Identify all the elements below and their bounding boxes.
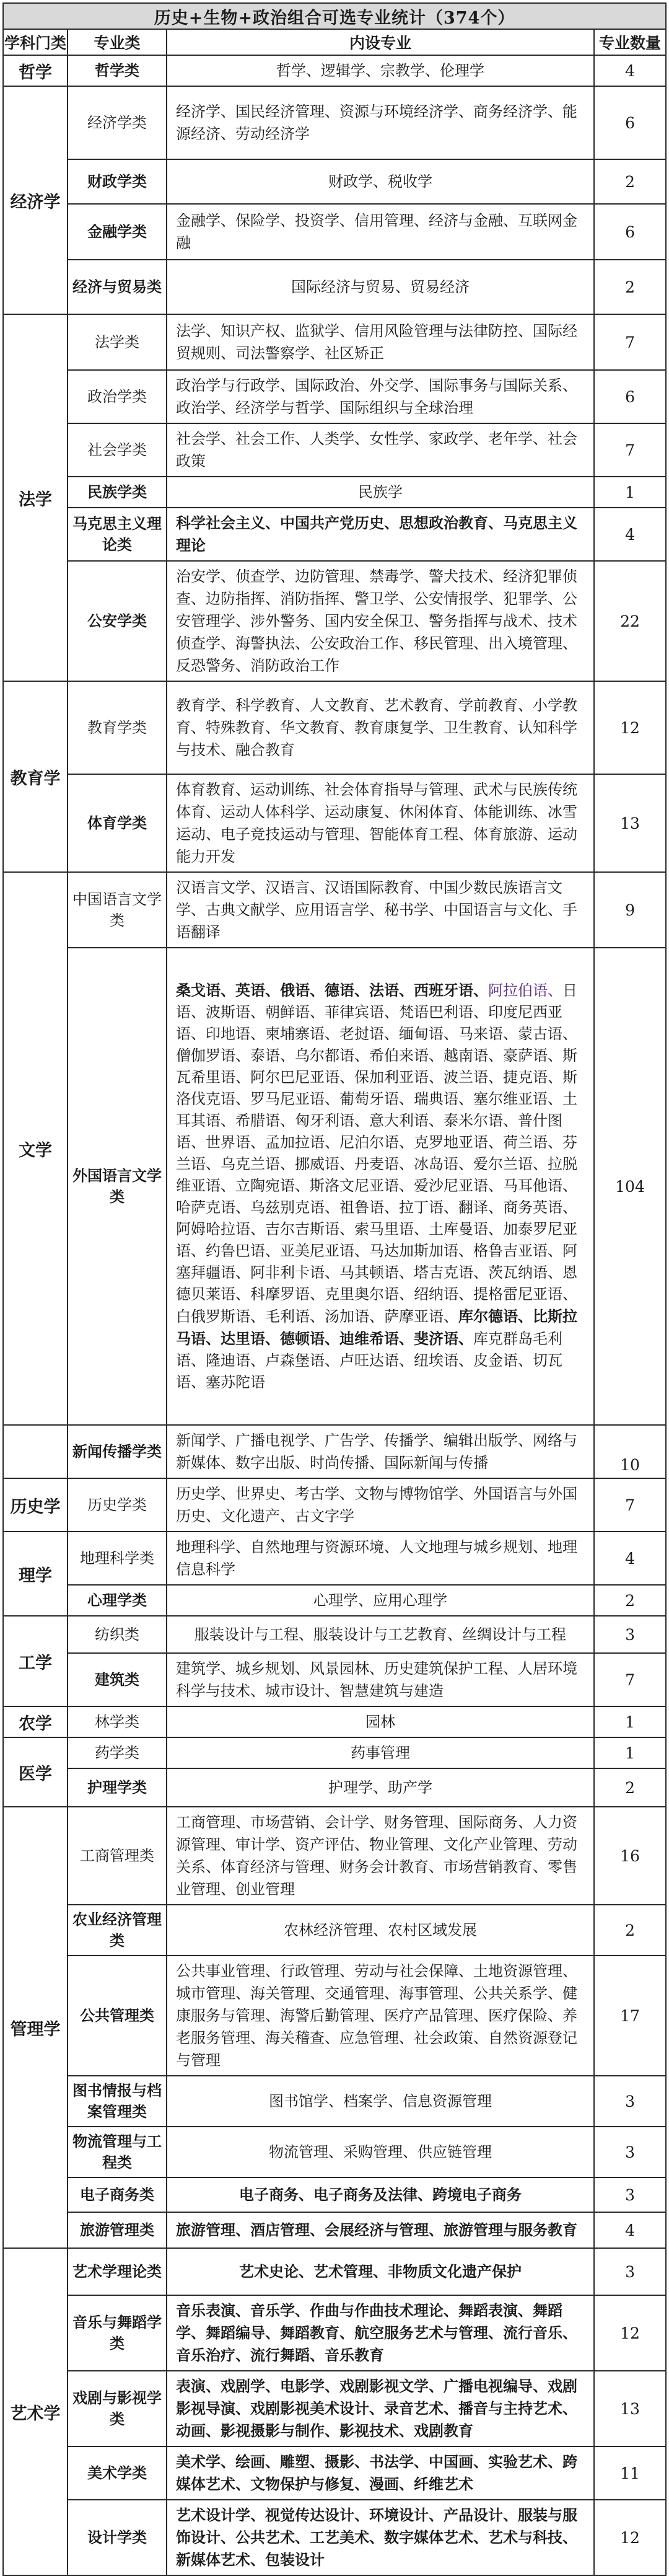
count-cell: 12 (594, 681, 666, 774)
table-row (3, 2212, 666, 2248)
subcategory-cell: 中国语言文学类 (68, 872, 167, 948)
subcategory-cell: 历史学类 (68, 1478, 167, 1532)
majors-cell: 电子商务、电子商务及法律、跨境电子商务 (167, 2177, 594, 2212)
table-row (3, 423, 666, 477)
count-cell: 22 (594, 561, 666, 681)
majors-cell: 服装设计与工程、服装设计与工艺教育、丝绸设计与工程 (167, 1616, 594, 1653)
category-cell: 经济学 (3, 86, 68, 314)
header-count: 专业数量 (594, 29, 666, 55)
table-row (3, 2446, 666, 2500)
count-cell: 6 (594, 370, 666, 423)
majors-cell: 地理科学、自然地理与资源环境、人文地理与城乡规划、地理信息科学 (167, 1532, 594, 1585)
subcategory-cell: 金融学类 (68, 204, 167, 260)
majors-cell (167, 948, 594, 1425)
majors-cell: 公共事业管理、行政管理、劳动与社会保障、土地资源管理、城市管理、海关管理、交通管理、海事管理、公共关系学、健康服务与管理、海警后勤管理、医疗产品管理、医疗保险、养老服务管理、海关稽查、应急管理、社会政策、自然资源登记与管理 (167, 1956, 594, 2076)
majors-cell: 音乐表演、音乐学、作曲与作曲技术理论、舞蹈表演、舞蹈学、舞蹈编导、舞蹈教育、航空服务艺术与管理、流行音乐、音乐治疗、流行舞蹈、音乐教育 (167, 2295, 594, 2371)
count-cell: 3 (594, 2248, 666, 2295)
table-row (3, 86, 666, 159)
count-cell: 2 (594, 1768, 666, 1807)
majors-cell: 艺术设计学、视觉传达设计、环境设计、产品设计、服装与服饰设计、公共艺术、工艺美术、数字媒体艺术、艺术与科技、新媒体艺术、包装设计 (167, 2500, 594, 2575)
subcategory-cell: 哲学类 (68, 55, 167, 86)
majors-cell: 科学社会主义、中国共产党历史、思想政治教育、马克思主义理论 (167, 508, 594, 561)
count-cell: 13 (594, 2371, 666, 2446)
count-cell: 6 (594, 86, 666, 159)
count-cell: 7 (594, 1653, 666, 1706)
category-cell: 管理学 (3, 1807, 68, 2248)
subcategory-cell: 戏剧与影视学类 (68, 2371, 167, 2446)
majors-cell: 工商管理、市场营销、会计学、财务管理、国际商务、人力资源管理、审计学、资产评估、物业管理、文化产业管理、劳动关系、体育经济与管理、财务会计教育、市场营销教育、零售业管理、创业管理 (167, 1807, 594, 1905)
count-cell: 13 (594, 774, 666, 872)
category-cell: 农学 (3, 1706, 68, 1737)
subcategory-cell: 马克思主义理论类 (68, 508, 167, 561)
table-row (3, 2371, 666, 2446)
subcategory-cell: 地理科学类 (68, 1532, 167, 1585)
category-cell-empty (3, 1425, 68, 1478)
majors-cell: 体育教育、运动训练、社会体育指导与管理、武术与民族传统体育、运动人体科学、运动康复、休闲体育、体能训练、冰雪运动、电子竞技运动与管理、智能体育工程、体育旅游、运动能力开发 (167, 774, 594, 872)
subcategory-cell: 艺术学理论类 (68, 2248, 167, 2295)
subcategory-cell: 公安学类 (68, 561, 167, 681)
category-cell: 文学 (3, 872, 68, 1425)
subcategory-cell: 建筑类 (68, 1653, 167, 1706)
majors-cell: 美术学、绘画、雕塑、摄影、书法学、中国画、实验艺术、跨媒体艺术、文物保护与修复、漫画、纤维艺术 (167, 2446, 594, 2500)
majors-cell: 新闻学、广播电视学、广告学、传播学、编辑出版学、网络与新媒体、数字出版、时尚传播、国际新闻与传播 (167, 1425, 594, 1478)
count-cell: 1 (594, 477, 666, 508)
subcategory-cell: 民族学类 (68, 477, 167, 508)
count-cell: 12 (594, 2500, 666, 2575)
subcategory-cell: 财政学类 (68, 159, 167, 204)
subcategory-cell: 林学类 (68, 1706, 167, 1737)
subcategory-cell: 纺织类 (68, 1616, 167, 1653)
count-cell: 4 (594, 1532, 666, 1585)
subcategory-cell: 设计学类 (68, 2500, 167, 2575)
category-cell: 工学 (3, 1616, 68, 1706)
majors-cell: 历史学、世界史、考古学、文物与博物馆学、外国语言与外国历史、文化遗产、古文字学 (167, 1478, 594, 1532)
table-row (3, 774, 666, 872)
majors-cell: 金融学、保险学、投资学、信用管理、经济与金融、互联网金融 (167, 204, 594, 260)
table-row (3, 1653, 666, 1706)
count-cell: 4 (594, 2212, 666, 2248)
majors-cell: 旅游管理、酒店管理、会展经济与管理、旅游管理与服务教育 (167, 2212, 594, 2248)
majors-cell: 哲学、逻辑学、宗教学、伦理学 (167, 55, 594, 86)
header-subcategory: 专业类 (68, 29, 167, 55)
subcategory-cell: 公共管理类 (68, 1956, 167, 2076)
table-row (3, 2177, 666, 2212)
count-cell: 104 (594, 948, 666, 1425)
majors-cell: 财政学、税收学 (167, 159, 594, 204)
count-cell: 17 (594, 1956, 666, 2076)
header-row (3, 29, 666, 55)
table-row (3, 1768, 666, 1807)
count-cell: 3 (594, 2127, 666, 2177)
majors-cell: 农林经济管理、农村区域发展 (167, 1905, 594, 1956)
majors-cell: 教育学、科学教育、人文教育、艺术教育、学前教育、小学教育、特殊教育、华文教育、教育康复学、卫生教育、认知科学与技术、融合教育 (167, 681, 594, 774)
table-row (3, 1532, 666, 1585)
table-row (3, 477, 666, 508)
subcategory-cell: 政治学类 (68, 370, 167, 423)
table-row (3, 2076, 666, 2127)
table-row (3, 1478, 666, 1532)
table-row (3, 2248, 666, 2295)
majors-cell: 政治学与行政学、国际政治、外交学、国际事务与国际关系、政治学、经济学与哲学、国际组织与全球治理 (167, 370, 594, 423)
table-row (3, 1425, 666, 1478)
count-cell: 4 (594, 508, 666, 561)
majors-cell: 园林 (167, 1706, 594, 1737)
count-cell: 2 (594, 1905, 666, 1956)
subcategory-cell: 社会学类 (68, 423, 167, 477)
subcategory-cell: 旅游管理类 (68, 2212, 167, 2248)
count-cell: 2 (594, 159, 666, 204)
subcategory-cell: 法学类 (68, 314, 167, 370)
majors-bold-part: 桑戈语、英语、俄语、德语、法语、西班牙语、 (176, 981, 488, 999)
majors-cell: 治安学、侦查学、边防管理、禁毒学、警犬技术、经济犯罪侦查、边防指挥、消防指挥、警卫学、公安情报学、犯罪学、公安管理学、涉外警务、国内安全保卫、警务指挥与战术、技术侦查学、海警执法、公安政治工作、移民管理、出入境管理、反恐警务、消防政治工作 (167, 561, 594, 681)
subcategory-cell: 音乐与舞蹈学类 (68, 2295, 167, 2371)
count-cell: 10 (594, 1425, 666, 1478)
majors-cell: 表演、戏剧学、电影学、戏剧影视文学、广播电视编导、戏剧影视导演、戏剧影视美术设计、录音艺术、播音与主持艺术、动画、影视摄影与制作、影视技术、戏剧教育 (167, 2371, 594, 2446)
header-category: 学科门类 (3, 29, 68, 55)
subcategory-cell: 农业经济管理类 (68, 1905, 167, 1956)
table-row (3, 681, 666, 774)
majors-cell: 法学、知识产权、监狱学、信用风险管理与法律防控、国际经贸规则、司法警察学、社区矫正 (167, 314, 594, 370)
subcategory-cell: 经济学类 (68, 86, 167, 159)
count-cell: 7 (594, 1478, 666, 1532)
count-cell: 3 (594, 2076, 666, 2127)
table-row (3, 2127, 666, 2177)
table-row (3, 2500, 666, 2575)
table-row (3, 1956, 666, 2076)
table-row (3, 872, 666, 948)
table-row (3, 159, 666, 204)
table-row (3, 55, 666, 86)
majors-cell: 国际经济与贸易、贸易经济 (167, 260, 594, 314)
table-row (3, 314, 666, 370)
table-row (3, 1737, 666, 1768)
majors-cell: 药事管理 (167, 1737, 594, 1768)
count-cell: 2 (594, 1585, 666, 1616)
category-cell: 理学 (3, 1532, 68, 1616)
count-cell: 4 (594, 55, 666, 86)
count-cell: 16 (594, 1807, 666, 1905)
majors-cell: 汉语言文学、汉语言、汉语国际教育、中国少数民族语言文学、古典文献学、应用语言学、秘书学、中国语言与文化、手语翻译 (167, 872, 594, 948)
count-cell: 1 (594, 1737, 666, 1768)
table-row (3, 1706, 666, 1737)
table-row (3, 948, 666, 1425)
category-cell: 历史学 (3, 1478, 68, 1532)
subcategory-cell: 电子商务类 (68, 2177, 167, 2212)
subcategory-cell: 美术学类 (68, 2446, 167, 2500)
majors-cell: 经济学、国民经济管理、资源与环境经济学、商务经济学、能源经济、劳动经济学 (167, 86, 594, 159)
table-row (3, 1807, 666, 1905)
category-cell: 教育学 (3, 681, 68, 872)
count-cell: 7 (594, 314, 666, 370)
subcategory-cell: 图书情报与档案管理类 (68, 2076, 167, 2127)
table-row (3, 508, 666, 561)
category-cell: 医学 (3, 1737, 68, 1807)
count-cell: 7 (594, 423, 666, 477)
subcategory-cell: 教育学类 (68, 681, 167, 774)
count-cell: 6 (594, 204, 666, 260)
subcategory-cell: 药学类 (68, 1737, 167, 1768)
statistics-sheet (2, 2, 665, 2576)
table-row (3, 1585, 666, 1616)
subcategory-cell: 工商管理类 (68, 1807, 167, 1905)
majors-cell: 心理学、应用心理学 (167, 1585, 594, 1616)
subcategory-cell: 外国语言文学类 (68, 948, 167, 1425)
table-title: 历史+生物+政治组合可选专业统计（374个） (3, 3, 666, 29)
majors-cell: 图书馆学、档案学、信息资源管理 (167, 2076, 594, 2127)
subcategory-cell: 经济与贸易类 (68, 260, 167, 314)
majors-plain-part: 库克群岛毛利语、隆迪语、卢森堡语、卢旺达语、纽埃语、皮金语、切瓦语、塞苏陀语 (176, 1330, 562, 1391)
majors-cell: 社会学、社会工作、人类学、女性学、家政学、老年学、社会政策 (167, 423, 594, 477)
subcategory-cell: 物流管理与工程类 (68, 2127, 167, 2177)
table-row (3, 204, 666, 260)
count-cell: 2 (594, 260, 666, 314)
majors-highlight-part: 阿拉伯语、 (488, 982, 562, 999)
table-row (3, 1905, 666, 1956)
category-cell: 法学 (3, 314, 68, 681)
count-cell: 12 (594, 2295, 666, 2371)
subcategory-cell: 体育学类 (68, 774, 167, 872)
majors-cell: 护理学、助产学 (167, 1768, 594, 1807)
majors-cell: 建筑学、城乡规划、风景园林、历史建筑保护工程、人居环境科学与技术、城市设计、智慧建筑与建造 (167, 1653, 594, 1706)
header-majors: 内设专业 (167, 29, 594, 55)
table-row (3, 260, 666, 314)
count-cell: 3 (594, 2177, 666, 2212)
majors-table (2, 2, 667, 2576)
subcategory-cell: 新闻传播学类 (68, 1425, 167, 1478)
majors-cell: 民族学 (167, 477, 594, 508)
majors-cell: 物流管理、采购管理、供应链管理 (167, 2127, 594, 2177)
subcategory-cell: 心理学类 (68, 1585, 167, 1616)
count-cell: 3 (594, 1616, 666, 1653)
category-cell: 艺术学 (3, 2248, 68, 2575)
table-row (3, 370, 666, 423)
table-row (3, 561, 666, 681)
table-row (3, 2295, 666, 2371)
count-cell: 1 (594, 1706, 666, 1737)
majors-plain-part: 日语、波斯语、朝鲜语、菲律宾语、梵语巴利语、印度尼西亚语、印地语、柬埔寨语、老挝语、缅甸语、马来语、蒙古语、僧伽罗语、泰语、乌尔都语、希伯来语、越南语、豪萨语、斯瓦希里语、阿尔巴尼亚语、保加利亚语、波兰语、捷克语、斯洛伐克语、罗马尼亚语、葡萄牙语、瑞典语、塞尔维亚语、土耳其语、希腊语、匈牙利语、意大利语、泰米尔语、普什图语、世界语、孟加拉语、尼泊尔语、克罗地亚语、荷兰语、芬兰语、乌克兰语、挪威语、丹麦语、冰岛语、爱尔兰语、拉脱维亚语、立陶宛语、斯洛文尼亚语、爱沙尼亚语、马耳他语、哈萨克语、乌兹别克语、祖鲁语、拉丁语、翻译、商务英语、阿姆哈拉语、吉尔吉斯语、索马里语、土库曼语、加泰罗尼亚语、约鲁巴语、亚美尼亚语、马达加斯加语、格鲁吉亚语、阿塞拜疆语、阿非利卡语、马其顿语、塔吉克语、茨瓦纳语、恩德贝莱语、科摩罗语、克里奥尔语、绍纳语、提格雷尼亚语、白俄罗斯语、毛利语、汤加语、萨摩亚语、 (176, 982, 577, 1325)
subcategory-cell: 护理学类 (68, 1768, 167, 1807)
majors-bold-part: 库尔德语、比斯拉马语、达里语、德顿语、迪维希语、斐济语、 (176, 1307, 577, 1348)
majors-cell: 艺术史论、艺术管理、非物质文化遗产保护 (167, 2248, 594, 2295)
count-cell: 11 (594, 2446, 666, 2500)
category-cell: 哲学 (3, 55, 68, 86)
count-cell: 9 (594, 872, 666, 948)
table-row (3, 1616, 666, 1653)
